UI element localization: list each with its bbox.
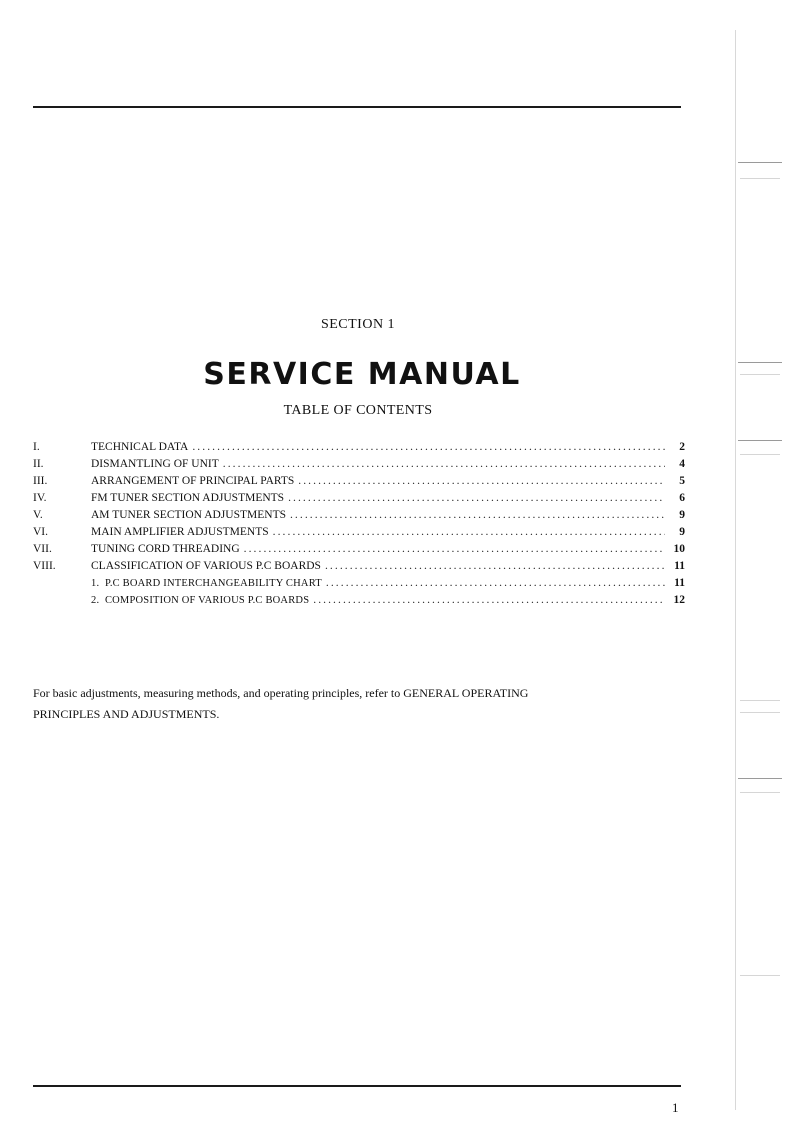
margin-tick: [740, 454, 780, 455]
dot-leader: [288, 492, 665, 504]
margin-tick: [738, 440, 782, 441]
dot-leader: [192, 441, 665, 453]
page-number: 1: [672, 1100, 679, 1115]
toc-sub-entry-label: [91, 595, 309, 606]
toc-entry: [33, 441, 685, 458]
section-label: SECTION 1: [320, 317, 396, 332]
dot-leader: [290, 509, 665, 521]
toc-entry-number: IV.: [33, 492, 47, 504]
dot-leader: [244, 543, 665, 555]
margin-tick: [740, 975, 780, 976]
toc-entry-number: I.: [33, 441, 40, 453]
toc-entry: [33, 492, 685, 509]
reference-note-line: PRINCIPLES AND ADJUSTMENTS.: [33, 707, 220, 721]
toc-entry-label: AM TUNER SECTION ADJUSTMENTS: [91, 509, 286, 521]
toc-entry-page: 2: [679, 441, 685, 453]
toc-entry: [33, 526, 685, 543]
reference-note: [33, 683, 673, 725]
bottom-rule: [33, 1085, 681, 1087]
toc-heading: TABLE OF CONTENTS: [283, 403, 433, 418]
margin-tick: [740, 712, 780, 713]
toc-entry-page: 9: [679, 509, 685, 521]
toc-entry-label: FM TUNER SECTION ADJUSTMENTS: [91, 492, 285, 504]
dot-leader: [325, 560, 665, 572]
dot-leader: [273, 526, 665, 538]
toc-entry-number: VI.: [33, 526, 49, 538]
dot-leader: [326, 577, 665, 589]
toc-entry-page: 5: [679, 475, 685, 487]
top-rule: [33, 106, 681, 108]
dot-leader: [313, 594, 665, 606]
page-title: SERVICE MANUAL: [203, 357, 521, 392]
toc-entry-page: 9: [679, 526, 685, 538]
margin-tick: [740, 792, 780, 793]
toc-entry: [33, 560, 685, 577]
toc-entry-number: VIII.: [33, 560, 56, 572]
reference-note-line: For basic adjustments, measuring methods, and operating principles, refer to GENERAL OPERATING: [33, 686, 529, 700]
margin-tick: [738, 778, 782, 779]
toc-sub-entry-number: 1.: [91, 578, 100, 589]
toc-entry-label: TECHNICAL DATA: [91, 441, 189, 453]
margin-tick: [738, 362, 782, 363]
toc-entry-label: DISMANTLING OF UNIT: [91, 458, 219, 470]
toc-sub-entry-page: 12: [673, 594, 685, 606]
dot-leader: [223, 458, 665, 470]
toc-entry: [33, 458, 685, 475]
toc-entry-number: VII.: [33, 543, 52, 555]
toc-entry-number: II.: [33, 458, 44, 470]
toc-entry-label: TUNING CORD THREADING: [91, 543, 240, 555]
toc-sub-entry-text: COMPOSITION OF VARIOUS P.C BOARDS: [104, 595, 310, 606]
toc-entry-page: 4: [679, 458, 685, 470]
toc-entry-label: CLASSIFICATION OF VARIOUS P.C BOARDS: [91, 560, 321, 572]
toc-entry-number: III.: [33, 475, 48, 487]
toc-entry-label: MAIN AMPLIFIER ADJUSTMENTS: [91, 526, 269, 538]
toc-entry-page: 11: [674, 560, 685, 572]
margin-tick: [740, 178, 780, 179]
toc-entry: [33, 509, 685, 526]
binding-edge: [735, 30, 736, 1110]
toc-sub-entry-label: [91, 578, 322, 589]
dot-leader: [298, 475, 665, 487]
toc-sub-entry: [33, 577, 685, 594]
toc-entry-number: V.: [33, 509, 43, 521]
margin-tick: [740, 374, 780, 375]
toc-sub-entry-page: 11: [674, 577, 685, 589]
toc-sub-entry: [33, 594, 685, 611]
margin-tick: [740, 700, 780, 701]
toc-sub-entry-text: P.C BOARD INTERCHANGEABILITY CHART: [104, 578, 322, 589]
table-of-contents: [33, 441, 685, 611]
toc-entry-label: ARRANGEMENT OF PRINCIPAL PARTS: [91, 475, 295, 487]
margin-tick: [738, 162, 782, 163]
toc-entry-page: 6: [679, 492, 685, 504]
toc-entry: [33, 543, 685, 560]
toc-entry-page: 10: [673, 543, 685, 555]
toc-entry: [33, 475, 685, 492]
toc-sub-entry-number: 2.: [91, 595, 100, 606]
